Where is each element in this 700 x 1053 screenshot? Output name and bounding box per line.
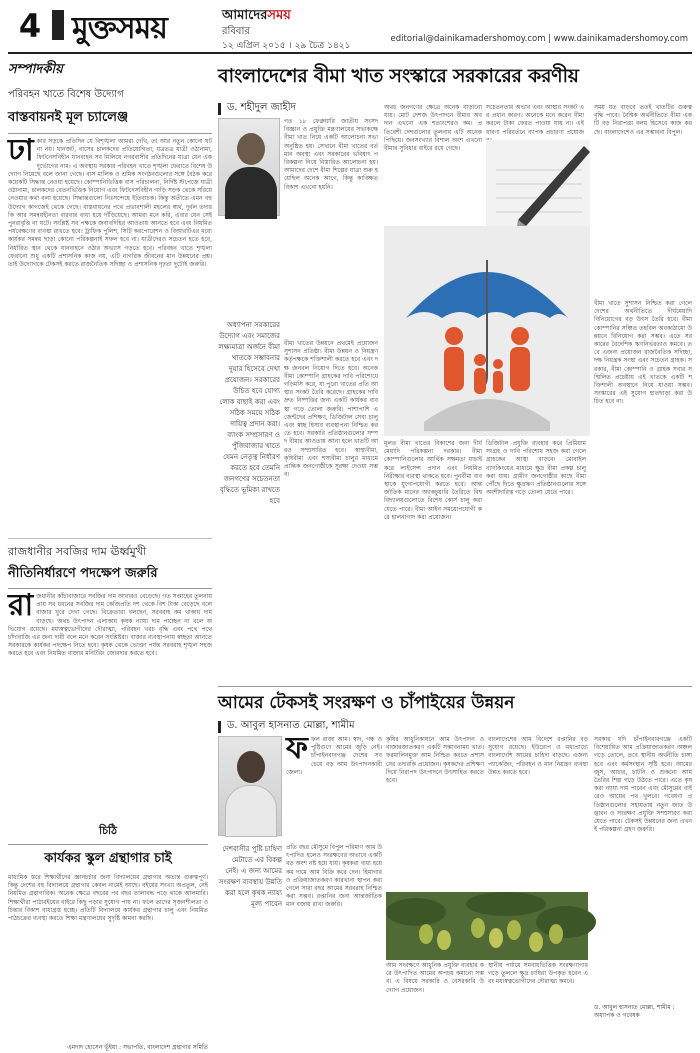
article2-column-7: সরকার যদি চাঁপাইনবাবগঞ্জে একটি বিশেষায়িত আম প্রক্রিয়াজাতকরণ অঞ্চল গড়ে তোলে, তবে স্থানীয় অর্থনীতি চাঙ্গা হবে এবং কর্মসংস্থান সৃষ্টি হবে। আমের জুস, আচার, চাটনি ও শুকনো আম তৈরির শিল্প গড়ে উঠতে পারে। এতে কৃষকরা ন্যায্য দাম পাবেন এবং মৌসুমের বাইরেও আয়ের পথ খুলবে। গবেষণা প্রতিষ্ঠানগুলোর সহায়তায় নতুন জাত উদ্ভাবন ও সংরক্ষণ প্রযুক্তি সম্প্রসারণ করা যেতে পারে। টেকসই উন্নয়নের জন্য এখনই পরিকল্পনা গ্রহণ জরুরি। xyxy=(594,736,692,834)
article1-author-photo xyxy=(218,118,280,216)
article2-pull-quote: দেশবাসীর পুষ্টি চাহিদা মেটাতে এর বিকল্প নেই। এ জন্য আমের সংরক্ষণ ব্যবস্থায় উন্নতি করা হলে কৃষক ন্যায্য মূল্য পাবেন xyxy=(218,845,282,908)
article1-column-1: গত ১৮ ফেব্রুয়ারি জাতীয় সংসদ বিজ্ঞান ও প্রযুক্তি মন্ত্রণালয়ের সভাকক্ষে বীমা খাত নিয়ে একটি আলোচনা সভা অনুষ্ঠিত হয়। সেখানে বীমা খাতের বর্তমান অবস্থা এবং সরকারের ভবিষ্যৎ পরিকল্পনা নিয়ে বিস্তারিত আলোচনা হয়। আমাদের দেশে বীমা শিল্পের যাত্রা শুরু হয়েছিল অনেক আগে, কিন্তু কাঙ্ক্ষিত বিকাশ এখনো হয়নি। xyxy=(284,118,378,191)
author-shoulders xyxy=(225,785,277,837)
article1-column-5: সময় যত বাড়বে ততই খাতটির গুরুত্ব বৃদ্ধি পাবে। বৈশ্বিক অর্থনীতিতে বীমা একটি বড় নিরাপত্তা বলয় হিসেবে কাজ করছে। বাংলাদেশেও এর সম্ভাবনা বিপুল। xyxy=(594,104,692,136)
article1-column-8: বীমা খাতে সুশাসন নিশ্চিত করা গেলে দেশের অর্থনীতিতে দীর্ঘমেয়াদি বিনিয়োগের বড় উৎস তৈরি হবে। বীমা কোম্পানির সঞ্চিত তহবিল অবকাঠামো উন্নয়নে বিনিয়োগ করা সম্ভব। এতে সরকারের বৈদেশিক ঋণনির্ভরতাও কমবে। তবে এজন্য প্রয়োজন রাজনৈতিক সদিচ্ছা, দক্ষ নিয়ন্ত্রক সংস্থা এবং সচেতন গ্রাহক। সরকার, বীমা কোম্পানি ও গ্রাহক সবার সম্মিলিত প্রচেষ্টায় এই খাতকে একটি শক্তিশালী অবস্থানে নিয়ে যাওয়া সম্ভব। সংস্কারের এই সুযোগ হাতছাড়া করা উচিত হবে না। xyxy=(594,300,692,406)
article2-column-3: কৃষির আধুনিকায়নে আম উৎপাদন ও বাজারজাতকরণ একটি সম্ভাবনাময় খাত। ফরমালিনমুক্ত আম নিশ্চিত করতে প্রশাসনের তদারকি প্রয়োজন। কৃষকদের প্রশিক্ষণ দিয়ে নিরাপদ উৎপাদনে উৎসাহিত করতে হবে। xyxy=(386,736,484,785)
article1-column-2: বীমা খাতের উন্নয়নে প্রথমেই প্রয়োজন সুশাসন প্রতিষ্ঠা। বীমা উন্নয়ন ও নিয়ন্ত্রণ কর্তৃপক্ষকে শক্তিশালী করতে হবে এবং দক্ষ জনবল নিয়োগ দিতে হবে। অনেক বীমা কোম্পানি গ্রাহকের দাবি পরিশোধে গড়িমসি করে, যা পুরো খাতের প্রতি আস্থার সংকট তৈরি করেছে। গ্রাহকের দাবি দ্রুত নিষ্পত্তির জন্য একটি কার্যকর ব্যবস্থা গড়ে তোলা জরুরি। পাশাপাশি এজেন্টদের প্রশিক্ষণ, ডিজিটাল সেবা চালু এবং স্বচ্ছ হিসাব ব্যবস্থাপনা নিশ্চিত করতে হবে। সরকারি প্রতিষ্ঠানগুলোর সম্পদ বীমার আওতায় আনা হলে খাতটি আরও সম্প্রসারিত হবে। স্বাস্থ্যবীমা, কৃষিবীমা এবং শস্যবীমা চালুর মাধ্যমে প্রান্তিক জনগোষ্ঠীকে সুরক্ষা দেওয়া সম্ভব। xyxy=(284,340,378,479)
letter-signature: এমদাদ হোসেন ভূঁইয়া : সভাপতি, বাংলাদেশ গ্রন্থাগার সমিতি xyxy=(67,1044,208,1051)
article1-byline xyxy=(218,100,378,117)
masthead-divider xyxy=(8,52,692,54)
author-shoulders xyxy=(225,167,277,219)
logo-part-2: সময় xyxy=(267,8,291,23)
editorial-title: বাস্তবায়নই মূল চ্যালেঞ্জ xyxy=(8,108,212,134)
article2-column-1 xyxy=(286,731,382,836)
editorial2-subhead: রাজধানীর সবজির দাম ঊর্ধ্বমুখী xyxy=(8,538,212,562)
letter-tag: চিঠি xyxy=(8,822,208,845)
article2-author-note: ড. আবুল হাসনাত মোল্লা, শামীম : অধ্যাপক ও গবেষক xyxy=(594,1004,675,1019)
editorial2-title: নীতিনির্ধারণে পদক্ষেপ জরুরি xyxy=(8,564,212,589)
mango-illustration xyxy=(386,892,588,960)
author-head xyxy=(237,133,265,165)
editorial-subhead: পরিবহন খাতে বিশেষ উদ্যোগ xyxy=(8,89,124,100)
article2-column-5: আম সংরক্ষণে আধুনিক প্রযুক্তি ব্যবহার করে উৎপাদিত আমের অপচয় কমানো সম্ভব। এ বিষয়ে সরকারি ও বেসরকারি উদ্যোগ প্রয়োজন। xyxy=(386,962,484,994)
editorial2-dropcap: রা xyxy=(8,588,34,623)
byline-bar xyxy=(218,103,221,115)
editorial-dropcap: ঢা xyxy=(8,133,34,168)
author-head xyxy=(237,751,265,783)
letter-section xyxy=(8,822,208,1051)
article2-column-4: বাংলাদেশের আম বিদেশে রপ্তানির বড় সুযোগ রয়েছে। ইউরোপ ও মধ্যপ্রাচ্যে বাংলাদেশি আমের চাহিদা বাড়ছে। এজন্য প্যাকেজিং, পরিবহন ও মান নিয়ন্ত্রণ ব্যবস্থা উন্নত করতে হবে। xyxy=(488,736,588,776)
article1-title: বাংলাদেশের বীমা খাত সংস্কারে সরকারের করণীয় xyxy=(218,65,579,87)
article2-author: ড. আবুল হাসনাত মোল্লা, শামীম xyxy=(227,720,355,731)
contact-info[interactable]: editorial@dainikamadershomoy.com | www.dainikamadershomoy.com xyxy=(390,34,688,44)
page-number: 4 xyxy=(18,7,42,45)
article2-author-photo xyxy=(218,736,282,836)
issue-day: রবিবার xyxy=(222,26,250,37)
editorial-body-text: কার সড়কে প্রতিদিন যে বিশৃঙ্খলা আমরা দেখি, তা আর নতুন কোনো ঘটনা নয়। যানজট, বাসের চালকদের প্রতিযোগিতা, যত্রতত্র যাত্রী ওঠানামা, ফিটনেসবিহীন যানবাহন সব মিলিয়ে নগরবাসীর প্রতিদিনের যাত্রা যেন এক দুর্ভোগের নাম। এ অবস্থায় সরকার পরিবহন খাতে শৃঙ্খলা ফেরাতে বিশেষ উদ্যোগ নিয়েছে বলে জানা গেছে। বাস মালিক ও শ্রমিক সংগঠনগুলোর সঙ্গে বৈঠক করে কয়েকটি সিদ্ধান্ত নেওয়া হয়েছে। কোম্পানিভিত্তিক বাস পরিচালনা, নির্দিষ্ট স্টপেজে যাত্রী ওঠানামা, চালকদের বেতনভিত্তিক নিয়োগ এবং ফিটনেসবিহীন গাড়ি সড়ক থেকে সরিয়ে নেওয়ার কথা বলা হয়েছে। সিদ্ধান্তগুলো নিঃসন্দেহে ইতিবাচক। কিন্তু অতীতে এমন বহু উদ্যোগ কাগজেই থেকে গেছে। বাস্তবায়নের পথে প্রভাবশালী মহলের স্বার্থ, দুর্বল তদারকি আর সমন্বয়হীনতা বারবার বাধা হয়ে দাঁড়িয়েছে। আমরা মনে করি, এবার যেন সেই পুনরাবৃত্তি না ঘটে। সংশ্লিষ্ট সব পক্ষকে জবাবদিহির আওতায় আনতে হবে এবং নিয়মিত পর্যবেক্ষণের ব্যবস্থা রাখতে হবে। ট্রাফিক পুলিশ, সিটি করপোরেশন ও বিআরটিএর মধ্যে কার্যকর সমন্বয় ছাড়া কোনো পরিকল্পনাই সফল হবে না। যাত্রীদেরও সচেতন হতে হবে, নির্ধারিত স্থান থেকে যানবাহনে ওঠার অভ্যাস গড়তে হবে। পরিবহন খাতে শৃঙ্খলা ফেরানো শুধু একটি প্রশাসনিক কাজ নয়, এটি নাগরিক জীবনের মান উন্নয়নের প্রশ্ন। তাই উদ্যোগকে টেকসই করতে রাজনৈতিক সদিচ্ছা ও প্রশাসনিক দৃঢ়তা দুটোই জরুরি। xyxy=(8,138,212,269)
article1-column-7: ডিজিটাল প্রযুক্তি ব্যবহার করে প্রিমিয়াম সংগ্রহ ও দাবি পরিশোধ সহজ করা গেলে গ্রাহকের আস্থা বাড়বে। মোবাইল ব্যাংকিংয়ের মাধ্যমে ক্ষুদ্র বীমা প্রকল্প চালু করা যায়। গ্রামীণ জনগোষ্ঠীর কাছে বীমা পৌঁছে দিতে ক্ষুদ্রঋণ প্রতিষ্ঠানগুলোর সঙ্গে অংশীদারিত্ব গড়ে তোলা যেতে পারে। xyxy=(486,440,586,497)
article1-author: ড. শহীদুল জাহীদ xyxy=(227,102,296,113)
article2-column-1-text: ফল রাজা আম। স্বাদ, গন্ধ ও পুষ্টিগুণে আমের জুড়ি নেই। চাঁপাইনবাবগঞ্জ দেশের সবচেয়ে বড় আম উৎপাদনকারী জেলা। xyxy=(286,736,382,776)
article2-title: আমের টেকসই সংরক্ষণ ও চাঁপাইয়ের উন্নয়ন xyxy=(218,693,515,713)
issue-date: ১২ এপ্রিল ২০১৫ । ২৯ চৈত্র ১৪২১ xyxy=(222,41,351,51)
editorial2-body-text: জধানীর কাঁচাবাজারে সবজির দাম আবারও বেড়েছে। গত সপ্তাহের তুলনায় প্রায় সব ধরনের সবজির দাম কেজিপ্রতি দশ থেকে বিশ টাকা বেড়েছে বলে বাজার ঘুরে দেখা গেছে। বিক্রেতারা বলছেন, সরবরাহ কম থাকায় দাম বাড়ছে। অথচ উৎপাদন এলাকায় কৃষক ন্যায্য দাম পাচ্ছেন না বলে অভিযোগ রয়েছে। মধ্যস্বত্বভোগীদের দৌরাত্ম্য, পরিবহন খরচ বৃদ্ধি এবং পথে পথে চাঁদাবাজি এর জন্য দায়ী বলে মনে করেন সংশ্লিষ্টরা। বাজার ব্যবস্থাপনায় স্বচ্ছতা আনতে সরকারকে কার্যকর পদক্ষেপ নিতে হবে। কৃষক থেকে ভোক্তা পর্যন্ত সরবরাহ শৃঙ্খল সহজ করতে হবে এবং নিয়মিত বাজার মনিটরিং জোরদার করতে হবে। xyxy=(8,593,212,658)
article2-dropcap: ফ xyxy=(286,731,308,766)
section-brand: মুক্তসময় xyxy=(72,11,167,46)
mango-tree-image xyxy=(386,892,588,960)
article1-column-6: মূলত বীমা খাতের বিকাশের জন্য দীর্ঘমেয়াদি পরিকল্পনা দরকার। বীমা কোম্পানিগুলোর আর্থিক সক্ষমতা যাচাই করে লাইসেন্স প্রদান এবং নিয়মিত নিরীক্ষার ব্যবস্থা থাকতে হবে। পুনর্বীমা ব্যবস্থাকে যুগোপযোগী করতে হবে। আন্তর্জাতিক মানের অ্যাকচুয়ারি তৈরিতে বিশ্ববিদ্যালয়গুলোতে বিশেষ কোর্স চালু করা যেতে পারে। বীমা আইন সময়োপযোগী করে হালনাগাদ করা প্রয়োজন। xyxy=(384,440,482,521)
editorial2-body xyxy=(8,588,212,815)
article2-column-6: স্থানীয় পর্যায়ে সমবায়ভিত্তিক সংরক্ষণাগার গড়ে তুললে ক্ষুদ্র চাষিরা উপকৃত হবেন এবং মধ্যস্বত্বভোগীদের দৌরাত্ম্য কমবে। xyxy=(488,962,588,986)
logo-part-1: আমাদের xyxy=(222,8,268,23)
editorial-heading: সম্পাদকীয় xyxy=(8,62,63,77)
umbrella-family-illustration xyxy=(384,226,590,436)
masthead xyxy=(0,0,700,56)
page-number-bar xyxy=(52,10,64,40)
article1-column-3: অথচ জনগণের ক্ষেত্রে অনেক বাড়ানো যায়। মোট দেশজ উৎপাদনে বীমার অবদান এখনো এক শতাংশেরও কম। প্রতিবেশী দেশগুলোর তুলনায় এটি অনেক পিছিয়ে। জনসংখ্যার বিশাল অংশ এখনো বীমার সুবিধার বাইরে রয়ে গেছে। xyxy=(384,104,482,153)
insurance-family-image xyxy=(384,226,590,436)
article1-pull-quote: অধ্যাপনা সরকারের উদ্যোগ এবং সমাজের লক্ষ্যমাত্রা অর্জনে বীমা খাতকে সম্ভাবনার দুয়ার হিসেবে দেখা প্রয়োজন। সরকারের উচিত হবে যোগ্য লোক বাছাই করা এবং সঠিক সময়ে সঠিক দায়িত্ব প্রদান করা। ব্যাংক সম্প্রসারণ ও পুঁজিবাজার খাতে যেমন নেতৃত্ব নির্ধারণ করতে হবে তেমনি জনগণের সচেতনতা বৃদ্ধিতে ভূমিকা রাখতে হবে xyxy=(218,321,280,505)
letter-title: কার্যকর স্কুল গ্রন্থাগার চাই xyxy=(44,851,172,866)
byline-bar xyxy=(218,721,221,733)
article2-divider xyxy=(218,686,692,687)
letter-body: মাধ্যমিক স্তরে শিক্ষার্থীদের জ্ঞানচর্চার জন্য বিদ্যালয়ের গ্রন্থাগার অত্যন্ত গুরুত্বপূর্ণ। কিন্তু দেশের বহু বিদ্যালয়ে গ্রন্থাগার কেবল নামেই আছে। বইয়ের সংখ্যা অপ্রতুল, নেই নিয়মিত গ্রন্থাগারিক। অনেক ক্ষেত্রে বছরের পর বছর তালাবদ্ধ পড়ে থাকে আলমারি। শিক্ষার্থীরা পাঠ্যবইয়ের বাইরে কিছু পড়ার সুযোগ পায় না। ফলে তাদের সৃজনশীলতা ও চিন্তার বিকাশ বাধাগ্রস্ত হচ্ছে। প্রতিটি বিদ্যালয়ে কার্যকর গ্রন্থাগার চালু এবং নিয়মিত পাঠচক্রের ব্যবস্থা করতে শিক্ষা মন্ত্রণালয়ের সুদৃষ্টি কামনা করছি। xyxy=(8,874,208,923)
editorial-section xyxy=(8,60,212,842)
article1-column-4: সচেতনতার অভাব এবং আস্থার সংকট এর প্রধান কারণ। অনেকে মনে করেন বীমা করলে টাকা ফেরত পাওয়া যায় না। এই ধারণা পরিবর্তনে ব্যাপক প্রচারণা প্রয়োজ xyxy=(486,104,584,136)
editorial-body xyxy=(8,133,212,530)
article2-column-2: প্রতি বছর মৌসুমে বিপুল পরিমাণ আম উৎপাদিত হলেও সংরক্ষণের অভাবে একটি বড় অংশ নষ্ট হয়ে যায়। কৃষকরা বাধ্য হয়ে কম দামে আম বিক্রি করে দেন। হিমাগার ও প্রক্রিয়াজাতকরণ কারখানা স্থাপন করা গেলে সারা বছর আমের সরবরাহ নিশ্চিত করা সম্ভব। রপ্তানির জন্য আন্তর্জাতিক মান বজায় রাখা জরুরি। xyxy=(286,844,382,909)
article2-byline xyxy=(218,718,468,735)
